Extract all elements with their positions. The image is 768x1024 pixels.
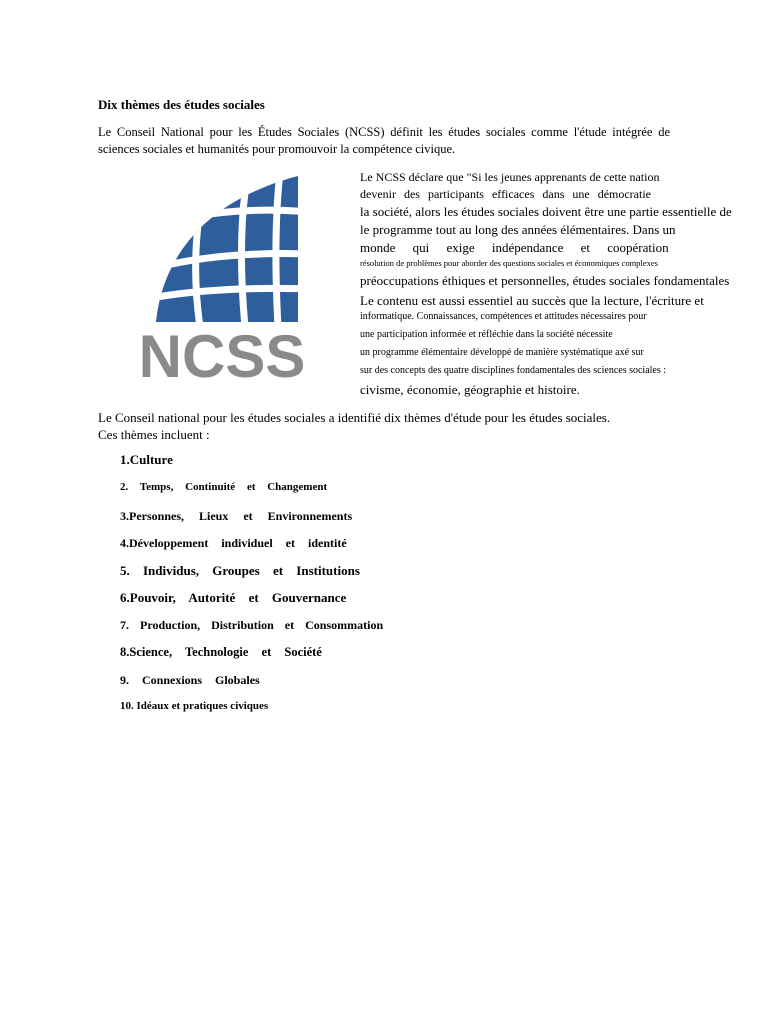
theme-item: 10. Idéaux et pratiques civiques — [120, 700, 269, 712]
ncss-globe-logo-icon — [140, 172, 305, 384]
side-line: informatique. Connaissances, compétences et attitudes nécessaires pour — [360, 311, 647, 322]
side-line: une participation informée et réfléchie dans la société nécessite — [360, 329, 613, 340]
body-line: Le Conseil national pour les études sociales a identifié dix thèmes d'étude pour les études sociales. — [98, 410, 611, 425]
side-line: monde qui exige indépendance et coopération — [360, 240, 669, 255]
intro-line: Le Conseil National pour les Études Sociales (NCSS) définit les études sociales comme l'étude intégrée de — [98, 125, 670, 139]
theme-item: 7. Production, Distribution et Consommation — [120, 618, 384, 632]
theme-item: 5. Individus, Groupes et Institutions — [120, 563, 360, 578]
theme-item: 9. Connexions Globales — [120, 673, 260, 687]
side-line: résolution de problèmes pour aborder des questions sociales et économiques complexes — [360, 258, 658, 268]
theme-item: 3.Personnes, Lieux et Environnements — [120, 509, 353, 523]
side-line: préoccupations éthiques et personnelles, études sociales fondamentales — [360, 273, 730, 288]
side-paragraph — [360, 169, 752, 400]
side-line: Le NCSS déclare que "Si les jeunes apprenants de cette nation — [360, 170, 660, 184]
intro-paragraph — [98, 124, 670, 158]
theme-item: 8.Science, Technologie et Société — [120, 645, 322, 659]
themes-intro-paragraph — [98, 409, 658, 443]
document-title: Dix thèmes des études sociales — [98, 97, 265, 112]
theme-item: 6.Pouvoir, Autorité et Gouvernance — [120, 590, 347, 605]
side-line: la société, alors les études sociales doivent être une partie essentielle de — [360, 204, 732, 219]
side-line: le programme tout au long des années élémentaires. Dans un — [360, 222, 676, 237]
ncss-logo — [140, 172, 305, 384]
side-line: civisme, économie, géographie et histoire. — [360, 382, 580, 397]
theme-item: 4.Développement individuel et identité — [120, 536, 347, 550]
body-line: Ces thèmes incluent : — [98, 427, 210, 442]
theme-item: 2. Temps, Continuité et Changement — [120, 481, 328, 493]
intro-line: sciences sociales et humanités pour promouvoir la compétence civique. — [98, 142, 456, 156]
theme-item: 1.Culture — [120, 452, 173, 467]
side-line: devenir des participants efficaces dans une démocratie — [360, 187, 651, 201]
side-line: sur des concepts des quatre disciplines fondamentales des sciences sociales : — [360, 365, 667, 376]
side-line: un programme élémentaire développé de manière systématique axé sur — [360, 347, 644, 358]
side-line: Le contenu est aussi essentiel au succès que la lecture, l'écriture et — [360, 293, 704, 308]
logo-text: NCSS — [140, 323, 305, 384]
